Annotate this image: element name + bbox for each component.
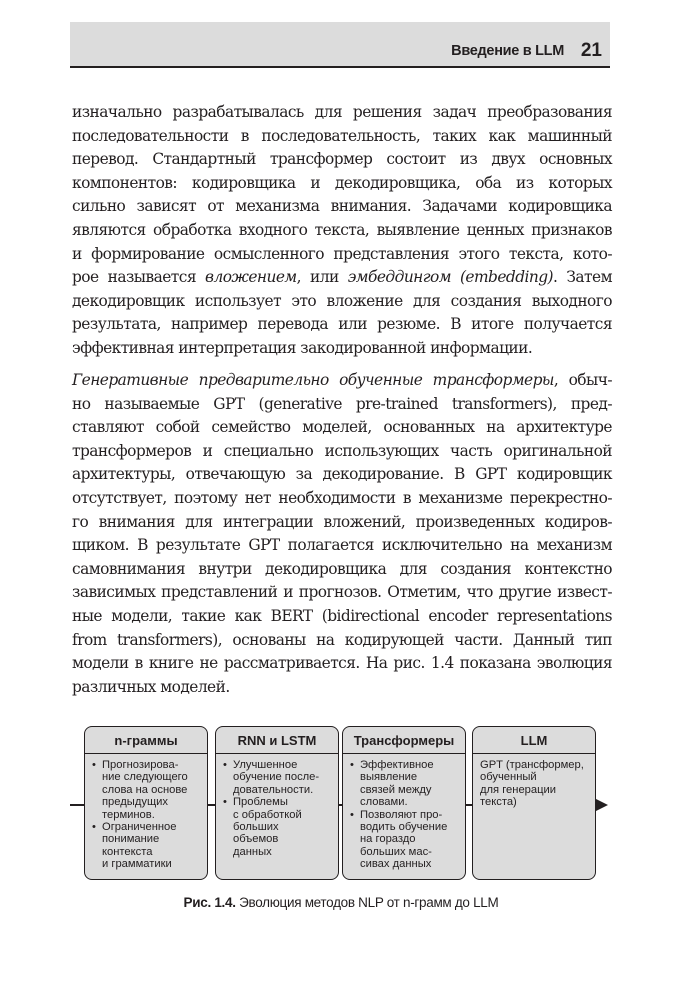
stage-box-llm [472, 726, 596, 880]
text-line: компонентов: кодировщика и декодировщика, оба из которых [72, 173, 612, 192]
bullet-line: • Ограниченное [102, 821, 177, 834]
caption-label: Рис. 1.4. [183, 895, 236, 910]
stage-title: n-граммы [85, 733, 207, 754]
term-embedding-en: эмбеддингом (embedding) [347, 268, 553, 287]
page-number: 21 [580, 40, 602, 61]
running-header-rule [70, 66, 610, 68]
bullet-line: выявление [360, 771, 418, 784]
figure-caption [0, 895, 682, 910]
stage-title: RNN и LSTM [216, 733, 338, 754]
text-line: сильно зависят от механизма внимания. Задачами кодировщика [72, 197, 612, 216]
text-line: последовательности в последовательность, таких как машинный [72, 126, 612, 145]
stage-box-transformers [342, 726, 466, 880]
stage-title: LLM [473, 733, 595, 754]
text-line: ставляют собой семейство моделей, основанных на архитектуре [72, 418, 612, 437]
bullet-line: с обработкой [233, 808, 302, 821]
bullet-line: объемов [233, 833, 279, 846]
bullet-item [90, 759, 202, 821]
bullet-line: связей между [360, 783, 432, 796]
running-header-title: Введение в LLM [451, 43, 564, 59]
text-run: , или [296, 268, 348, 287]
bullet-line: данных [233, 845, 272, 858]
text-line: зависимых представлений и прогнозов. Отметим, что другие извест- [72, 583, 612, 602]
nlp-evolution-diagram [70, 726, 615, 888]
bullet-item [221, 796, 333, 858]
bullet-item [348, 809, 460, 871]
text-line: но называемые GPT (generative pre-trained transformers), пред- [72, 394, 612, 413]
bullet-line: предыдущих [102, 796, 168, 809]
stage-body [478, 759, 590, 809]
text-line: и формирование осмысленного представления этого текста, кото- [72, 244, 612, 263]
stage-box-ngrams [84, 726, 208, 880]
caption-text: Эволюция методов NLP от n-грамм до LLM [235, 895, 499, 910]
arrow-right-icon [596, 799, 608, 811]
text-line: архитектуры, отвечающую за декодирование. В GPT кодировщик [72, 465, 612, 484]
text-line: ные модели, такие как BERT (bidirectional encoder representations [72, 606, 612, 625]
text-line: модели в книге не рассматривается. На рис. 1.4 показана эволюция [72, 654, 612, 673]
text-run: рое называется [72, 268, 206, 287]
stage-body [348, 759, 460, 871]
bullet-line: сивах данных [360, 858, 432, 871]
bullet-line: понимание [102, 833, 160, 846]
bullet-line: обучение после- [233, 771, 320, 784]
text-line: отсутствует, поэтому нет необходимости в механизме перекрестно- [72, 488, 612, 507]
text-line: щиком. В результате GPT полагается исключительно на механизм [72, 536, 612, 555]
bullet-line: ние следующего [102, 771, 188, 784]
stage-description [478, 759, 590, 809]
bullet-line: • Проблемы [233, 796, 288, 809]
bullet-item [348, 759, 460, 809]
text-run: . Затем [553, 268, 612, 287]
text-line: from transformers), основаны на кодирующей части. Данный тип [72, 630, 612, 649]
paragraph-1 [72, 101, 612, 361]
bullet-line: терминов. [102, 808, 155, 821]
text-line: самовнимания внутри декодировщика для создания контекстно [72, 559, 612, 578]
bullet-line: контекста [102, 845, 153, 858]
bullet-line: словами. [360, 796, 408, 809]
description-line: обученный [480, 771, 537, 784]
stage-body [90, 759, 202, 871]
description-line: для генерации [480, 783, 557, 796]
bullet-line: • Улучшенное [233, 759, 298, 771]
stage-title: Трансформеры [343, 733, 465, 754]
bullet-line: • Позволяют про- [360, 808, 443, 821]
bullet-line: водить обучение [360, 821, 448, 834]
bullet-item [90, 821, 202, 871]
text-line-mixed [72, 369, 612, 393]
bullet-item [221, 759, 333, 796]
text-line: трансформеров и специально использующих часть оригинальной [72, 441, 612, 460]
paragraph-2 [72, 369, 612, 699]
stage-box-rnn-lstm [215, 726, 339, 880]
term-embedding: вложением [205, 268, 297, 287]
description-line: текста) [480, 796, 517, 809]
bullet-line: • Эффективное [360, 759, 434, 771]
term-gpt: Генеративные предварительно обученные трансформеры [72, 371, 554, 389]
bullet-line: и грамматики [102, 858, 172, 871]
text-line: го внимания для интеграции вложений, произведенных кодиров- [72, 512, 612, 531]
text-line: изначально разрабатывалась для решения задач преобразования [72, 103, 612, 121]
text-line: декодировщик использует это вложение для создания выходного [72, 291, 612, 310]
text-line: эффективная интерпретация закодированной информации. [72, 338, 533, 357]
bullet-line: на гораздо [360, 833, 416, 846]
bullet-line: слова на основе [102, 783, 188, 796]
text-line: различных моделей. [72, 677, 230, 696]
text-run: , обыч- [553, 371, 612, 389]
bullet-line: • Прогнозирова- [102, 759, 179, 771]
text-line-mixed [72, 266, 612, 290]
text-line: перевод. Стандартный трансформер состоит из двух основных [72, 150, 612, 169]
bullet-line: довательности. [233, 783, 314, 796]
stage-body [221, 759, 333, 858]
text-line: являются обработка входного текста, выявление ценных признаков [72, 220, 612, 239]
bullet-line: больших мас- [360, 845, 432, 858]
text-line: результата, например перевода или резюме. В итоге получается [72, 315, 612, 334]
bullet-line: больших [233, 821, 279, 834]
description-line: GPT (трансформер, [480, 759, 584, 771]
